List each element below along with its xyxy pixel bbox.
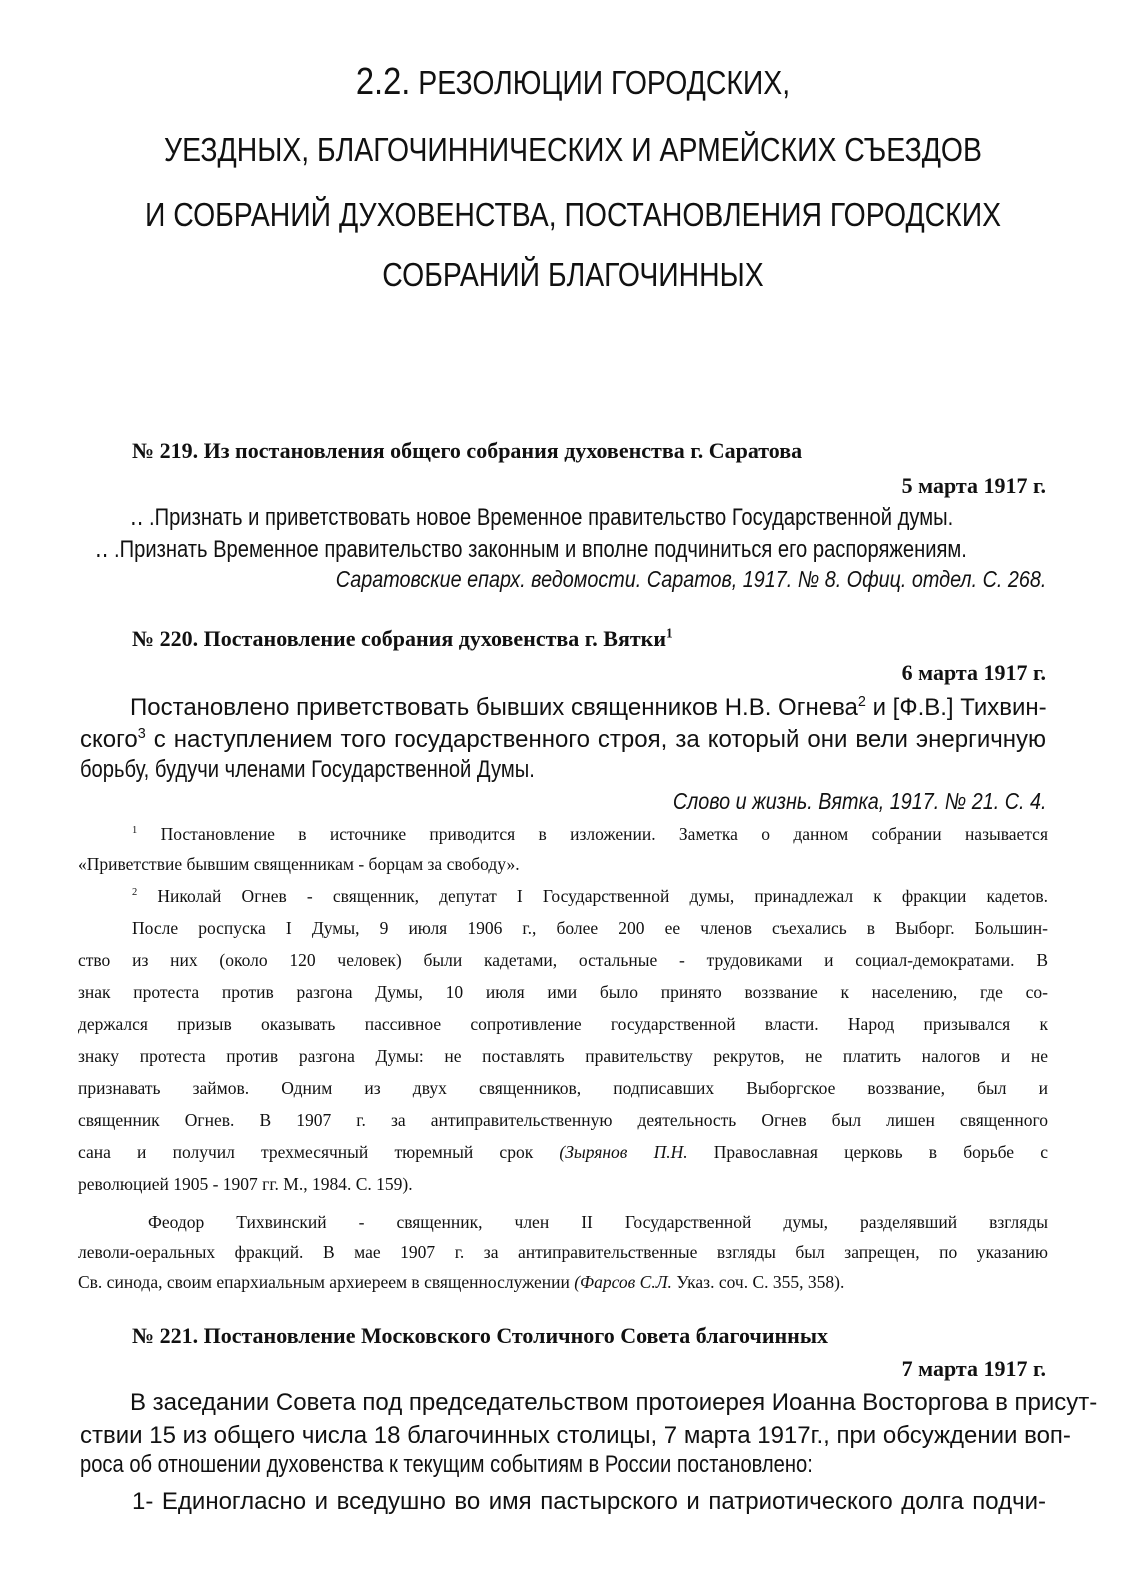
footnote-3-line-1: Феодор Тихвинский - священник, член II Государственной думы, разделявший взгляды: [148, 1212, 1048, 1232]
footnote-2-line-10: революцией 1905 - 1907 гг. М., 1984. С. 159).: [78, 1174, 413, 1194]
section-number: 2.2.: [355, 61, 411, 103]
doc-220-para-line-3: борьбу, будучи членами Государственной Думы.: [80, 756, 535, 783]
doc-221-para-line-1: В заседании Совета под председательством протоиерея Иоанна Восторгова в присут-: [130, 1389, 1098, 1416]
footnote-1-mark: 1: [132, 825, 138, 837]
doc-221-para-line-2: ствии 15 из общего числа 18 благочинных столицы, 7 марта 1917г., при обсуждении воп-: [80, 1422, 1071, 1449]
section-title-line-4: СОБРАНИЙ БЛАГОЧИННЫХ: [382, 256, 764, 293]
footnote-2-line-2: После роспуска I Думы, 9 июля 1906 г., более 200 ее членов съехались в Выборг. Большин-: [132, 918, 1048, 938]
doc-220-text-2b: с наступлением того государственного строя, за который они вели энергичную: [145, 726, 1046, 753]
footnote-1-text: Постановление в источнике приводится в изложении. Заметка о данном собрании называется: [137, 824, 1048, 844]
doc-220-para-line-1: [130, 692, 1046, 723]
footnote-ref-2: 2: [857, 694, 866, 710]
doc-221-heading: № 221. Постановление Московского Столичного Совета благочинных: [132, 1323, 829, 1348]
doc-221-date: 7 марта 1917 г.: [901, 1356, 1046, 1381]
doc-220-date: 6 марта 1917 г.: [901, 660, 1046, 685]
footnote-2-line-8: священник Огнев. В 1907 г. за антиправительственную деятельность Огнев был лишен священного: [78, 1110, 1048, 1130]
footnote-ref-1: 1: [666, 625, 673, 641]
doc-220-text-2a: ского: [80, 726, 138, 753]
footnote-2-line-4: знак протеста против разгона Думы, 10 июля ими было принято воззвание к населению, где со-: [78, 982, 1048, 1002]
footnote-2-line-6: знаку протеста против разгона Думы: не поставлять правительству рекрутов, не платить налогов и не: [78, 1046, 1048, 1066]
footnote-3-line-3: [78, 1268, 1048, 1296]
doc-219-heading: № 219. Из постановления общего собрания духовенства г. Саратова: [132, 438, 803, 463]
footnote-2-line-5: держался призыв оказывать пассивное сопротивление государственной власти. Народ призывался к: [78, 1014, 1048, 1034]
footnote-1-line-2: «Приветствие бывшим священникам - борцам за свободу».: [78, 854, 520, 874]
footnote-2-mark: 2: [132, 887, 138, 899]
doc-220-para-line-2: [80, 724, 1046, 755]
doc-219-source: Саратовские епарх. ведомости. Саратов, 1917. № 8. Офиц. отдел. С. 268.: [335, 566, 1046, 592]
doc-219-line-1: ‥ .Признать и приветствовать новое Временное правительство Государственной думы.: [130, 504, 954, 531]
doc-221-para-line-4: 1- Единогласно и вседушно во имя пастырского и патриотического долга подчи-: [132, 1488, 1046, 1515]
doc-219-line-2: ‥ .Признать Временное правительство законным и вполне подчиниться его распоряжениям.: [95, 536, 967, 563]
section-title-text-1: РЕЗОЛЮЦИИ ГОРОДСКИХ,: [418, 64, 791, 101]
footnote-3-line-2: леволи-оеральных фракций. В мае 1907 г. за антиправительственные взгляды был запрещен, по указанию: [78, 1242, 1048, 1262]
footnote-3-text-3a: Св. синода, своим епархиальным архиереем в священнослужении: [78, 1272, 575, 1292]
footnote-3-author: (Фарсов С.Л.: [574, 1272, 672, 1292]
section-title-line-1: [132, 62, 1014, 103]
doc-220-source: Слово и жизнь. Вятка, 1917. № 21. С. 4.: [672, 788, 1046, 814]
footnote-2-line-1: [132, 882, 1048, 910]
footnote-2-line-9: [78, 1138, 1048, 1166]
footnote-ref-3: 3: [137, 726, 146, 742]
footnote-2-line-7: признавать займов. Одним из двух священников, подписавших Выборгское воззвание, был и: [78, 1078, 1048, 1098]
doc-220-text-1b: и [Ф.В.] Тихвин-: [865, 694, 1047, 721]
doc-221-para-line-3: роса об отношении духовенства к текущим событиям в России постановлено:: [80, 1451, 813, 1478]
doc-220-heading-text: № 220. Постановление собрания духовенства г. Вятки: [132, 626, 667, 651]
section-title-line-2: УЕЗДНЫХ, БЛАГОЧИННИЧЕСКИХ И АРМЕЙСКИХ СЪЕЗДОВ: [164, 131, 982, 168]
doc-220-text-1a: Постановлено приветствовать бывших священников Н.В. Огнева: [130, 694, 858, 721]
footnote-1-line-1: [132, 820, 1048, 848]
footnote-2-text-9a: сана и получил трехмесячный тюремный срок: [78, 1142, 560, 1162]
footnote-2-line-3: ство из них (около 120 человек) были кадетами, остальные - трудовиками и социал-демократами. В: [78, 950, 1048, 970]
doc-220-heading: [132, 625, 673, 651]
footnote-2-text-9b: Православная церковь в борьбе с: [687, 1142, 1048, 1162]
doc-219-date: 5 марта 1917 г.: [901, 473, 1046, 498]
footnote-3-text-3b: Указ. соч. С. 355, 358).: [671, 1272, 845, 1292]
footnote-2-author: (Зырянов П.Н.: [559, 1142, 688, 1162]
section-title-line-3: И СОБРАНИЙ ДУХОВЕНСТВА, ПОСТАНОВЛЕНИЯ ГОРОДСКИХ: [144, 196, 1002, 233]
footnote-2-text: Николай Огнев - священник, депутат I Государственной думы, принадлежал к фракции кадетов.: [137, 886, 1048, 906]
